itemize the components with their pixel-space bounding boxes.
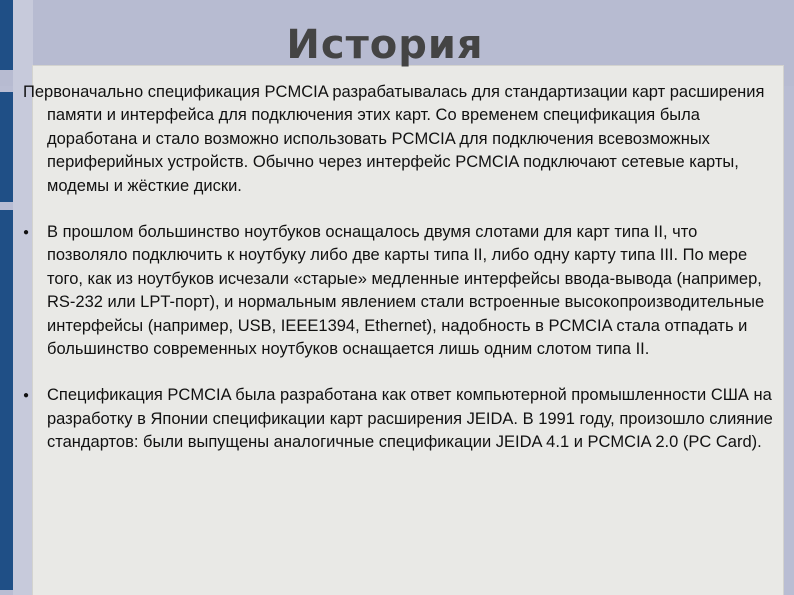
bullet-icon: ● <box>23 227 30 239</box>
bullet-text: В прошлом большинство ноутбуков оснащалось двумя слотами для карт типа II, что позволяло подключить к ноутбуку либо две карты типа II, либо одну карту типа III. По мере того, как из ноутбуков исчезали «старые» медленные интерфейсы ввода-вывода (например, RS-232 или LPT-порт), и нормальным явлением стали встроенные высокопроизводительные интерфейсы (например, USB, IEEE1394, Ethernet), надобность в PCMCIA стала отпадать и большинство современных ноутбуков оснащается лишь одним слотом типа II. <box>47 223 765 359</box>
bullet-icon: ● <box>23 390 30 402</box>
bullet-item <box>23 384 778 454</box>
paragraph-intro: Первоначально спецификация PCMCIA разрабатывалась для стандартизации карт расширения памяти и интерфейса для подключения этих карт. Со временем спецификация была доработана и стало возможно использовать PCMCIA для подключения всевозможных периферийных устройств. Обычно через интерфейс PCMCIA подключают сетевые карты, модемы и жёсткие диски. <box>23 83 765 195</box>
left-accent-bar <box>0 210 13 590</box>
slide-body <box>23 81 778 455</box>
slide-title: История <box>286 22 484 68</box>
bullet-item <box>23 221 778 361</box>
left-accent-bar <box>0 92 13 202</box>
bullet-text: Спецификация PCMCIA была разработана как ответ компьютерной промышленности США на разработку в Японии спецификации карт расширения JEIDA. В 1991 году, произошло слияние стандартов: были выпущены аналогичные спецификации JEIDA 4.1 и PCMCIA 2.0 (PC Card). <box>47 386 773 452</box>
